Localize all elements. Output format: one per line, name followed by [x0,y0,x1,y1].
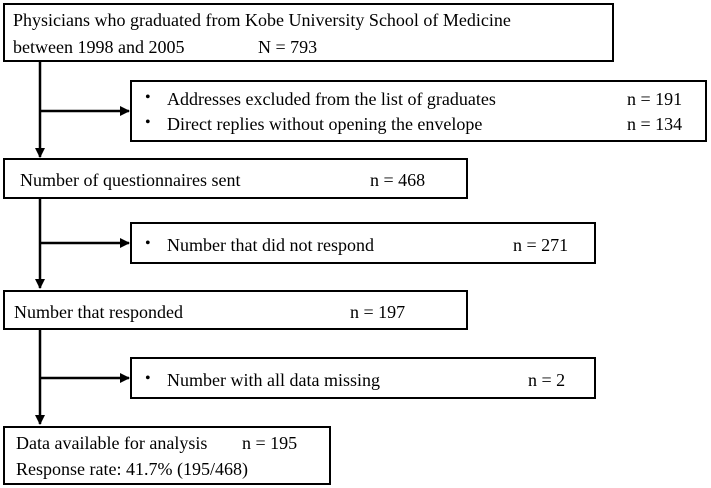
excl2-n: n = 271 [513,235,569,255]
box4-label: Data available for analysis [16,433,208,453]
box1-n: N = 793 [258,37,318,57]
excl1-item2-label: Direct replies without opening the envelope [167,114,483,134]
box1-line1: Physicians who graduated from Kobe University School of Medicine [13,10,511,30]
box-excluded-addresses [130,80,707,142]
excl2-label: Number that did not respond [167,235,374,255]
box-data-available [3,426,331,485]
box3-n: n = 197 [350,302,406,322]
bullet-icon: • [145,370,151,387]
excl3-label: Number with all data missing [167,370,380,390]
bullet-icon: • [145,235,151,252]
excl1-item1-label: Addresses excluded from the list of graduates [167,89,496,109]
excl3-n: n = 2 [528,370,566,390]
excl1-item2-n: n = 134 [627,114,683,134]
box2-n: n = 468 [370,170,426,190]
box-responded [3,290,468,330]
box-did-not-respond [130,222,596,264]
bullet-icon: • [145,89,151,106]
box-physicians-graduated [3,3,614,62]
box4-n: n = 195 [242,433,298,453]
box2-label: Number of questionnaires sent [20,170,241,190]
box-questionnaires-sent [3,158,468,199]
box3-label: Number that responded [14,302,183,322]
box1-line2: between 1998 and 2005 [13,37,185,57]
box-data-missing [130,357,596,399]
bullet-icon: • [145,114,151,131]
excl1-item1-n: n = 191 [627,89,683,109]
box4-rate: Response rate: 41.7% (195/468) [16,459,248,479]
